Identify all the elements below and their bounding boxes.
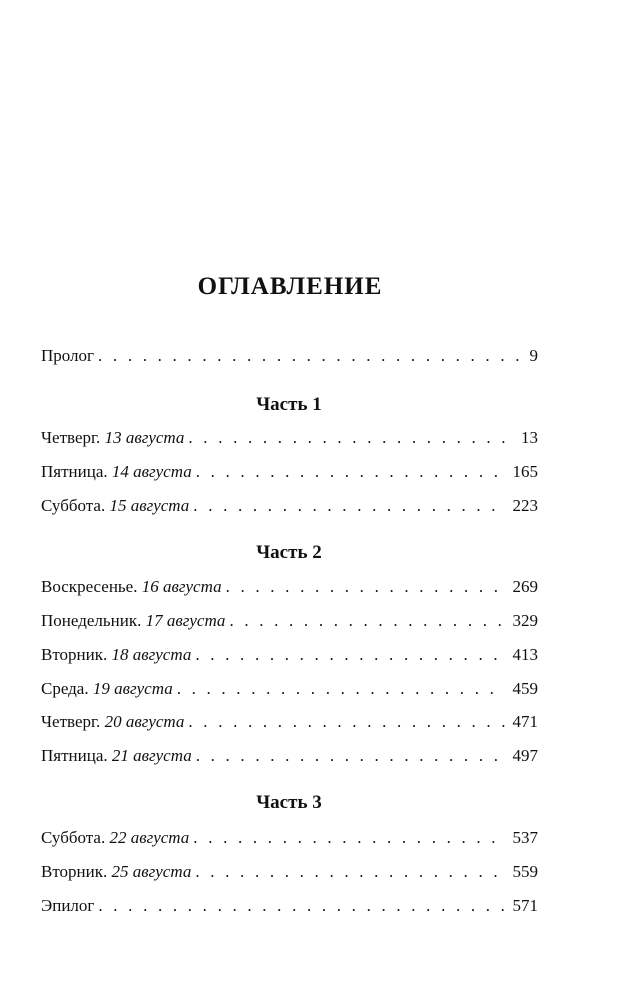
toc-entry[interactable] [41, 609, 538, 633]
entry-label: Четверг. [41, 428, 101, 447]
toc-entry[interactable] [41, 860, 538, 884]
entry-date: 18 августа [111, 645, 192, 664]
entry-label: Воскресенье. [41, 577, 138, 596]
toc-title: ОГЛАВЛЕНИЕ [197, 273, 383, 300]
entry-date: 25 августа [111, 862, 192, 881]
entry-label: Пятница. [41, 462, 108, 481]
entry-date: 17 августа [145, 611, 226, 630]
part-heading-3: Часть 3 [256, 792, 322, 813]
entry-label: Среда. [41, 679, 89, 698]
entry-label: Четверг. [41, 712, 101, 731]
dot-leader [193, 494, 504, 518]
entry-label: Вторник. [41, 645, 108, 664]
dot-leader [226, 575, 505, 599]
dot-leader [195, 860, 504, 884]
entry-label: Пятница. [41, 746, 108, 765]
page-number: 497 [512, 746, 538, 765]
dot-leader [177, 677, 505, 701]
entry-label: Пролог [41, 346, 95, 365]
toc-entry[interactable] [41, 575, 538, 599]
entry-date: 15 августа [109, 496, 190, 515]
page-number: 413 [512, 645, 538, 664]
dot-leader [193, 826, 504, 850]
entry-date: 22 августа [109, 828, 190, 847]
toc-entry[interactable] [41, 643, 538, 667]
page-number: 9 [529, 346, 538, 365]
page-number: 559 [512, 862, 538, 881]
page-number: 165 [512, 462, 538, 481]
part-heading-2: Часть 2 [256, 542, 322, 563]
page-number: 537 [512, 828, 538, 847]
part-heading-1: Часть 1 [256, 394, 322, 415]
dot-leader [188, 426, 513, 450]
dot-leader [98, 344, 521, 368]
entry-label: Суббота. [41, 828, 106, 847]
entry-date: 21 августа [111, 746, 192, 765]
dot-leader [188, 710, 504, 734]
page-number: 13 [521, 428, 538, 447]
page-number: 223 [512, 496, 538, 515]
toc-entry[interactable] [41, 494, 538, 518]
toc-entry-epilogue[interactable] [41, 894, 538, 918]
toc-entry[interactable] [41, 460, 538, 484]
entry-date: 19 августа [92, 679, 173, 698]
dot-leader [196, 460, 505, 484]
dot-leader [196, 744, 505, 768]
entry-date: 20 августа [104, 712, 185, 731]
entry-date: 13 августа [104, 428, 185, 447]
dot-leader [195, 643, 504, 667]
entry-label: Понедельник. [41, 611, 142, 630]
toc-entry[interactable] [41, 677, 538, 701]
toc-entry-prologue[interactable] [41, 344, 538, 368]
page-number: 571 [512, 896, 538, 915]
entry-date: 14 августа [111, 462, 192, 481]
dot-leader [98, 894, 504, 918]
entry-label: Суббота. [41, 496, 106, 515]
entry-label: Эпилог [41, 896, 95, 915]
toc-entry[interactable] [41, 710, 538, 734]
dot-leader [229, 609, 504, 633]
page-number: 269 [512, 577, 538, 596]
page-number: 459 [512, 679, 538, 698]
toc-entry[interactable] [41, 826, 538, 850]
page-number: 471 [512, 712, 538, 731]
toc-entry[interactable] [41, 744, 538, 768]
page-number: 329 [512, 611, 538, 630]
toc-entry[interactable] [41, 426, 538, 450]
entry-label: Вторник. [41, 862, 108, 881]
entry-date: 16 августа [141, 577, 222, 596]
